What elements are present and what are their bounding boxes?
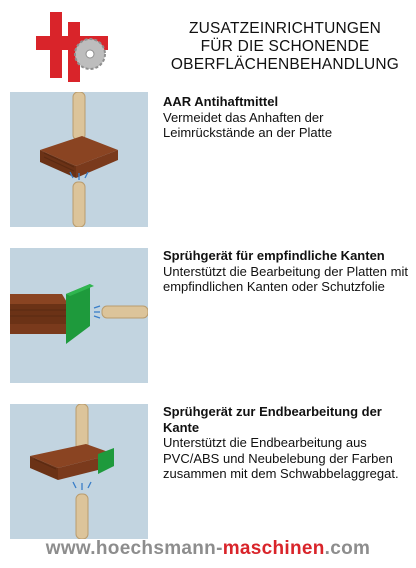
url-prefix: www.hoechsmann- bbox=[45, 538, 223, 559]
url-highlight: maschinen bbox=[222, 538, 325, 559]
title-line-3: OBERFLÄCHENBEHANDLUNG bbox=[170, 56, 400, 73]
feature-sprayer-sensitive bbox=[163, 248, 413, 295]
url-suffix: .com bbox=[324, 538, 371, 559]
website-url[interactable] bbox=[0, 538, 416, 560]
title-line-1: ZUSATZEINRICHTUNGEN bbox=[188, 20, 382, 37]
page-title bbox=[160, 20, 410, 74]
feature-title: AAR Antihaftmittel bbox=[163, 94, 279, 109]
illustration-antihaft bbox=[10, 92, 148, 227]
illustration-sprayer-finish bbox=[10, 404, 148, 539]
feature-title: Sprühgerät für empfindliche Kanten bbox=[163, 248, 385, 263]
feature-title: Sprühgerät zur Endbearbeitung der Kante bbox=[163, 404, 382, 435]
feature-description: Vermeidet das Anhaften der Leimrückstände an der Platte bbox=[163, 109, 333, 140]
feature-antihaft bbox=[163, 94, 413, 141]
title-line-2: FÜR DIE SCHONENDE bbox=[200, 38, 370, 55]
feature-description: Unterstützt die Bearbeitung der Platten mit empfindlichen Kanten oder Schutzfolie bbox=[163, 263, 408, 294]
feature-sprayer-finish bbox=[163, 404, 413, 482]
illustration-sprayer-sensitive bbox=[10, 248, 148, 383]
company-logo bbox=[36, 10, 108, 82]
feature-description: Unterstützt die Endbearbeitung aus PVC/ABS und Neubelebung der Farben zusammen mit dem Schwabbelaggregat. bbox=[163, 435, 399, 481]
